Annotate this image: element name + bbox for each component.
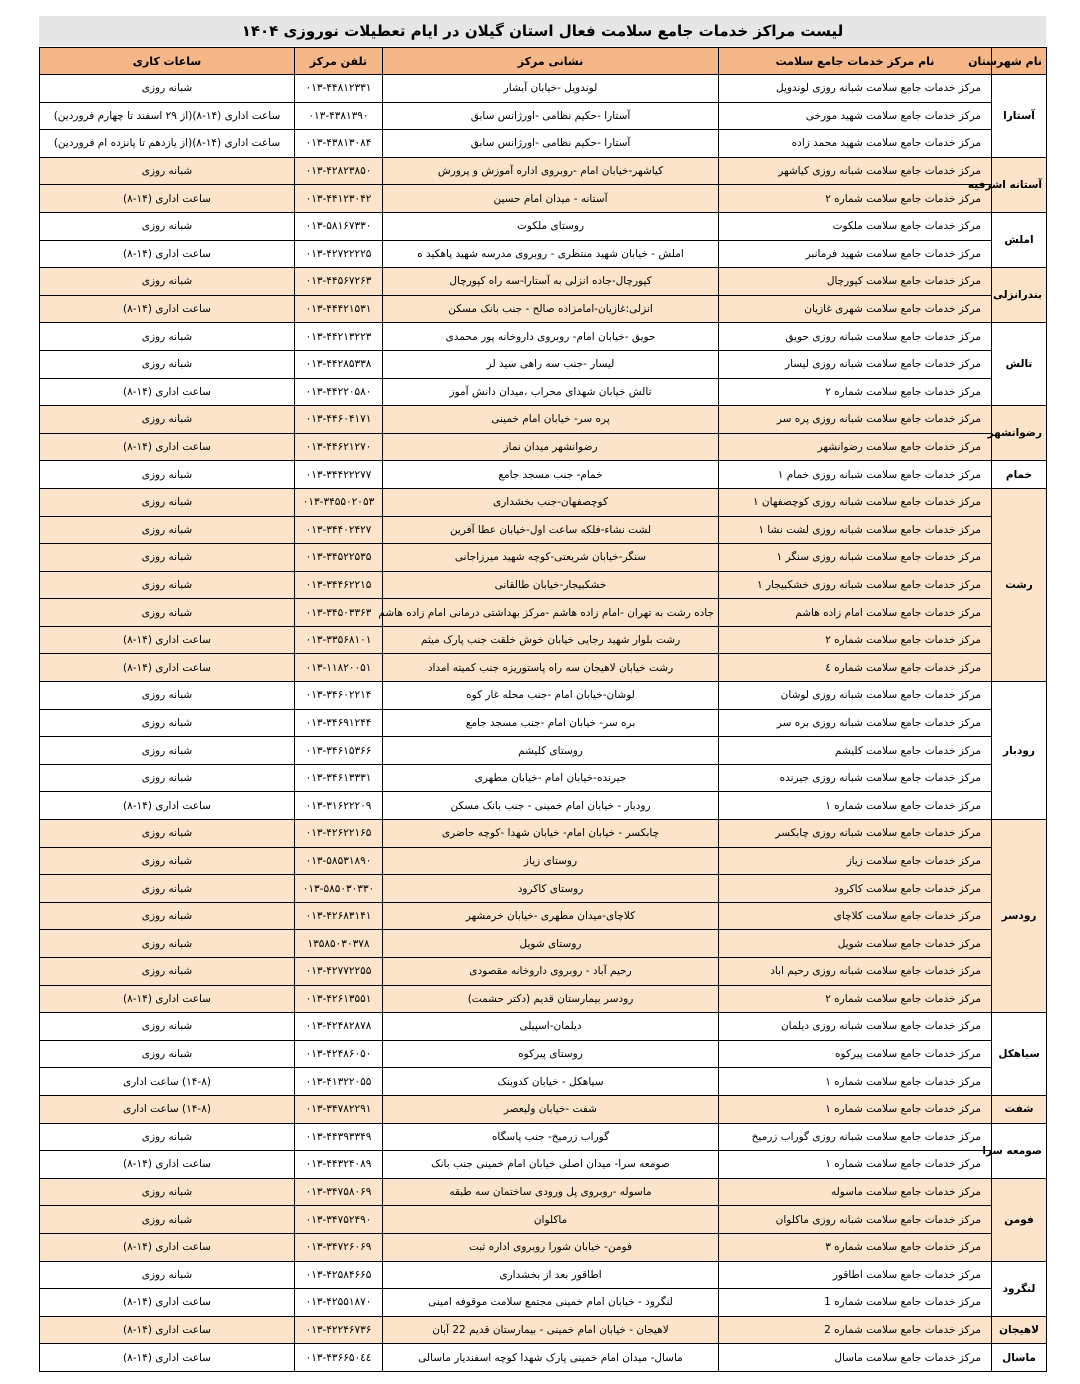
center-cell: مرکز خدمات جامع سلامت شهید محمد زاده [719, 130, 992, 158]
phone-cell: ۰۱۳-۳۴۴۰۲۴۲۷ [295, 516, 383, 544]
table-row [40, 130, 1047, 158]
center-cell: مرکز خدمات جامع سلامت شماره ۲ [719, 985, 992, 1013]
address-cell: روستای کاکرود [383, 875, 719, 903]
hours-cell: شبانه روزی [40, 902, 295, 930]
center-cell: مرکز خدمات جامع سلامت شبانه روزی پره سر [719, 406, 992, 434]
hours-cell: ساعت اداری (۱۴-۸) [40, 626, 295, 654]
table-row [40, 75, 1047, 103]
table-row [40, 1316, 1047, 1344]
center-cell: مرکز خدمات جامع سلامت شویل [719, 930, 992, 958]
center-cell: مرکز خدمات جامع سلامت ملکوت [719, 212, 992, 240]
hours-cell: شبانه روزی [40, 1206, 295, 1234]
hours-cell: (۱۴-۸) ساعت اداری [40, 1068, 295, 1096]
document-page [39, 16, 1046, 1372]
phone-cell: ۰۱۳-۳۴۴۶۲۲۱۵ [295, 571, 383, 599]
center-cell: مرکز خدمات جامع سلامت شهید مورخی [719, 102, 992, 130]
page-title: لیست مراکز خدمات جامع سلامت فعال استان گیلان در ایام تعطیلات نوروزی ۱۴۰۴ [39, 16, 1046, 46]
address-cell: انزلی:غازیان-امامزاده صالح - جنب بانک مسکن [383, 295, 719, 323]
center-cell: مرکز خدمات جامع سلامت رضوانشهر [719, 433, 992, 461]
table-row [40, 1040, 1047, 1068]
phone-cell: ۰۱۳-۳۴۵۰۳۳۶۳ [295, 599, 383, 627]
table-row [40, 626, 1047, 654]
hours-cell: شبانه روزی [40, 350, 295, 378]
hours-cell: ساعت اداری (۱۴-۸)(از یازدهم تا پانزده ام فروردین) [40, 130, 295, 158]
hours-cell: شبانه روزی [40, 847, 295, 875]
phone-cell: ۰۱۳-۴۴۶۲۱۲۷۰ [295, 433, 383, 461]
hours-cell: شبانه روزی [40, 875, 295, 903]
hours-cell: شبانه روزی [40, 212, 295, 240]
table-row [40, 1068, 1047, 1096]
city-cell: لاهیجان [992, 1316, 1047, 1344]
hours-cell: شبانه روزی [40, 1040, 295, 1068]
table-row [40, 212, 1047, 240]
table-row [40, 764, 1047, 792]
phone-cell: ۰۱۳-۳۴۴۲۲۲۷۷ [295, 461, 383, 489]
address-cell: رضوانشهر میدان نماز [383, 433, 719, 461]
center-cell: مرکز خدمات جامع سلامت شماره ۲ [719, 626, 992, 654]
center-cell: مرکز خدمات جامع سلامت شبانه روزی خمام ۱ [719, 461, 992, 489]
phone-cell: ۰۱۳-۴۲۲۴۶۷۳۶ [295, 1316, 383, 1344]
center-cell: مرکز خدمات جامع سلامت اطاقور [719, 1261, 992, 1289]
hours-cell: ساعت اداری (۱۴-۸) [40, 985, 295, 1013]
table-row [40, 654, 1047, 682]
center-cell: مرکز خدمات جامع سلامت شبانه روزی خشکبیجار ۱ [719, 571, 992, 599]
phone-cell: ۰۱۳-۳۳۵۶۸۱۰۱ [295, 626, 383, 654]
hours-cell: شبانه روزی [40, 461, 295, 489]
city-cell: سیاهکل [992, 1013, 1047, 1096]
address-cell: رحیم آباد - روبروی داروخانه مقصودی [383, 958, 719, 986]
address-cell: خشکبیجار-خیابان طالقانی [383, 571, 719, 599]
table-row [40, 985, 1047, 1013]
address-cell: روستای کلیشم [383, 737, 719, 765]
table-row [40, 1261, 1047, 1289]
phone-cell: ۰۱۳-۳۴۷۸۲۲۹۱ [295, 1095, 383, 1123]
phone-cell: ۰۱۳-۴۳۸۱۳۰۸۴ [295, 130, 383, 158]
city-cell: آستارا [992, 75, 1047, 158]
phone-cell: ۰۱۳-۴۳۸۱۳۹۰ [295, 102, 383, 130]
table-row [40, 709, 1047, 737]
table-row [40, 1178, 1047, 1206]
phone-cell: ۰۱۳-۳۴۷۵۲۴۹۰ [295, 1206, 383, 1234]
center-cell: مرکز خدمات جامع سلامت کپورچال [719, 268, 992, 296]
table-row [40, 1013, 1047, 1041]
city-cell: صومعه سرا [992, 1123, 1047, 1178]
center-cell: مرکز خدمات جامع سلامت ماسال [719, 1344, 992, 1372]
table-row [40, 433, 1047, 461]
address-cell: شفت -خیابان ولیعصر [383, 1095, 719, 1123]
hours-cell: شبانه روزی [40, 599, 295, 627]
hours-cell: شبانه روزی [40, 737, 295, 765]
address-cell: روستای زیاز [383, 847, 719, 875]
address-cell: سنگر-خیابان شریعتی-کوچه شهید میرزاجانی [383, 544, 719, 572]
address-cell: آستانه - میدان امام حسین [383, 185, 719, 213]
center-cell: مرکز خدمات جامع سلامت شماره ٤ [719, 654, 992, 682]
address-cell: پره سر- خیابان امام خمینی [383, 406, 719, 434]
center-cell: مرکز خدمات جامع سلامت شبانه روزی رحیم اباد [719, 958, 992, 986]
address-cell: لوشان-خیابان امام -جنب محله غار کوه [383, 682, 719, 710]
hours-cell: شبانه روزی [40, 488, 295, 516]
hours-cell: شبانه روزی [40, 571, 295, 599]
phone-cell: ۰۱۳-۴۱۳۲۲۰۵۵ [295, 1068, 383, 1096]
address-cell: آستارا -حکیم نظامی -اورژانس سابق [383, 130, 719, 158]
center-cell: مرکز خدمات جامع سلامت شبانه روزی کیاشهر [719, 157, 992, 185]
hours-cell: شبانه روزی [40, 764, 295, 792]
phone-cell: ۰۱۳-۳۴۶۰۲۲۱۴ [295, 682, 383, 710]
city-cell: رودسر [992, 820, 1047, 1013]
header-phone: تلفن مرکز [295, 48, 383, 75]
address-cell: بره سر- خیابان امام -جنب مسجد جامع [383, 709, 719, 737]
hours-cell: ساعت اداری (۱۴-۸) [40, 295, 295, 323]
hours-cell: شبانه روزی [40, 75, 295, 103]
address-cell: ماکلوان [383, 1206, 719, 1234]
city-cell: خمام [992, 461, 1047, 489]
address-cell: جیرنده-خیابان امام -خیابان مطهری [383, 764, 719, 792]
city-cell: تالش [992, 323, 1047, 406]
address-cell: جاده رشت به تهران -امام زاده هاشم -مرکز بهداشتی درمانی امام زاده هاشم [383, 599, 719, 627]
center-cell: مرکز خدمات جامع سلامت شبانه روزی لوندویل [719, 75, 992, 103]
address-cell: روستای پیرکوه [383, 1040, 719, 1068]
table-row [40, 1206, 1047, 1234]
center-cell: مرکز خدمات جامع سلامت ماسوله [719, 1178, 992, 1206]
table-row [40, 1344, 1047, 1372]
address-cell: حویق -خیابان امام- روبروی داروخانه پور محمدی [383, 323, 719, 351]
phone-cell: ۰۱۳-۴۳۶۶۵۰٤٤ [295, 1344, 383, 1372]
phone-cell: ۰۱۳-۵۸۵۳۱۸۹۰ [295, 847, 383, 875]
table-row [40, 1289, 1047, 1317]
table-row [40, 820, 1047, 848]
phone-cell: ۰۱۳-۴۴۲۱۳۲۲۳ [295, 323, 383, 351]
center-cell: مرکز خدمات جامع سلامت شماره ۱ [719, 792, 992, 820]
city-cell: آستانه اشرفیه [992, 157, 1047, 212]
address-cell: اطاقور بعد از بخشداری [383, 1261, 719, 1289]
table-row [40, 682, 1047, 710]
table-row [40, 1151, 1047, 1179]
address-cell: گوراب زرمیخ- جنب پاسگاه [383, 1123, 719, 1151]
address-cell: کوچصفهان-جنب بخشداری [383, 488, 719, 516]
hours-cell: ساعت اداری (۱۴-۸) [40, 1344, 295, 1372]
address-cell: صومعه سرا- میدان اصلی خیابان امام خمینی جنب بانک [383, 1151, 719, 1179]
table-row [40, 930, 1047, 958]
address-cell: املش - خیابان شهید منتظری - روبروی مدرسه شهید پاهکید ه [383, 240, 719, 268]
phone-cell: ۰۱۳-۴۲۴۸۲۸۷۸ [295, 1013, 383, 1041]
phone-cell: ۰۱۳-۴۲۷۷۲۲۵۵ [295, 958, 383, 986]
address-cell: خمام- جنب مسجد جامع [383, 461, 719, 489]
center-cell: مرکز خدمات جامع سلامت شبانه روزی لیسار [719, 350, 992, 378]
phone-cell: ۰۱۳-۴۲۶۲۲۱۶۵ [295, 820, 383, 848]
center-cell: مرکز خدمات جامع سلامت شبانه روزی لشت نشا ۱ [719, 516, 992, 544]
address-cell: سیاهکل - خیابان کدوبنک [383, 1068, 719, 1096]
table-row [40, 516, 1047, 544]
phone-cell: ۰۱۳-۴۲۵۵۱۸۷۰ [295, 1289, 383, 1317]
table-row [40, 461, 1047, 489]
hours-cell: ساعت اداری (۱۴-۸) [40, 1233, 295, 1261]
phone-cell: ۰۱۳-۴۴۲۸۵۳۳۸ [295, 350, 383, 378]
table-body [40, 75, 1047, 1372]
hours-cell: شبانه روزی [40, 406, 295, 434]
phone-cell: ۰۱۳-۴۴۸۱۲۳۳۱ [295, 75, 383, 103]
center-cell: مرکز خدمات جامع سلامت شبانه روزی ماکلوان [719, 1206, 992, 1234]
phone-cell: ۰۱۳-۳۴۷۲۶۰۶۹ [295, 1233, 383, 1261]
table-row [40, 185, 1047, 213]
table-row [40, 268, 1047, 296]
center-cell: مرکز خدمات جامع سلامت شبانه روزی کوچصفهان ۱ [719, 488, 992, 516]
city-cell: لنگرود [992, 1261, 1047, 1316]
address-cell: ماسال- میدان امام خمینی پارک شهدا کوچه اسفندیار ماسالی [383, 1344, 719, 1372]
phone-cell: ۰۱۳-۳۴۵۵۰۲۰۵۳ [295, 488, 383, 516]
city-cell: رضوانشهر [992, 406, 1047, 461]
address-cell: رشت بلوار شهید رجایی خیابان خوش خلقت جنب پارک میثم [383, 626, 719, 654]
city-cell: املش [992, 212, 1047, 267]
phone-cell: ۰۱۳-۳۴۷۵۸۰۶۹ [295, 1178, 383, 1206]
header-city: نام شهرستان [992, 48, 1047, 75]
phone-cell: ۰۱۳-۱۱۸۲۰۰۵۱ [295, 654, 383, 682]
table-row [40, 958, 1047, 986]
table-row [40, 1095, 1047, 1123]
phone-cell: ۰۱۳-۳۱۶۲۲۲۰۹ [295, 792, 383, 820]
city-cell: ماسال [992, 1344, 1047, 1372]
phone-cell: ۰۱۳-۴۲۶۸۳۱۴۱ [295, 902, 383, 930]
address-cell: آستارا -حکیم نظامی -اورژانس سابق [383, 102, 719, 130]
header-hours: ساعات کاری [40, 48, 295, 75]
city-cell: شفت [992, 1095, 1047, 1123]
hours-cell: شبانه روزی [40, 1261, 295, 1289]
hours-cell: ساعت اداری (۱۴-۸) [40, 185, 295, 213]
header-address: نشانی مرکز [383, 48, 719, 75]
address-cell: روستای شویل [383, 930, 719, 958]
center-cell: مرکز خدمات جامع سلامت امام زاده هاشم [719, 599, 992, 627]
address-cell: چابکسر - خیابان امام- خیابان شهدا -کوچه حاضری [383, 820, 719, 848]
hours-cell: شبانه روزی [40, 516, 295, 544]
city-cell: فومن [992, 1178, 1047, 1261]
phone-cell: ۰۱۳-۴۲۶۱۳۵۵۱ [295, 985, 383, 1013]
center-cell: مرکز خدمات جامع سلامت شماره ۲ [719, 185, 992, 213]
center-cell: مرکز خدمات جامع سلامت شبانه روزی بره سر [719, 709, 992, 737]
hours-cell: (۱۴-۸) ساعت اداری [40, 1095, 295, 1123]
phone-cell: ۰۱۳-۳۴۶۹۱۲۴۴ [295, 709, 383, 737]
table-row [40, 157, 1047, 185]
hours-cell: شبانه روزی [40, 268, 295, 296]
center-cell: مرکز خدمات جامع سلامت کلاچای [719, 902, 992, 930]
address-cell: کیاشهر-خیابان امام -روبروی اداره آموزش و پرورش [383, 157, 719, 185]
table-row [40, 875, 1047, 903]
table-row [40, 350, 1047, 378]
address-cell: تالش خیابان شهدای محراب ،میدان دانش آموز [383, 378, 719, 406]
header-row [40, 48, 1047, 75]
table-row [40, 102, 1047, 130]
health-centers-table [39, 47, 1047, 1372]
center-cell: مرکز خدمات جامع سلامت شبانه روزی دیلمان [719, 1013, 992, 1041]
hours-cell: شبانه روزی [40, 1178, 295, 1206]
address-cell: رودسر بیمارستان قدیم (دکتر حشمت) [383, 985, 719, 1013]
hours-cell: ساعت اداری (۱۴-۸) [40, 1151, 295, 1179]
table-row [40, 240, 1047, 268]
table-row [40, 323, 1047, 351]
city-cell: رشت [992, 488, 1047, 681]
table-row [40, 792, 1047, 820]
center-cell: مرکز خدمات جامع سلامت شهری غازیان [719, 295, 992, 323]
center-cell: مرکز خدمات جامع سلامت شهید فرمانبر [719, 240, 992, 268]
center-cell: مرکز خدمات جامع سلامت شماره ۱ [719, 1095, 992, 1123]
table-row [40, 544, 1047, 572]
address-cell: روستای ملکوت [383, 212, 719, 240]
phone-cell: ۰۱۳-۴۴۶۰۴۱۷۱ [295, 406, 383, 434]
address-cell: رودبار - خیابان امام خمینی - جنب بانک مسکن [383, 792, 719, 820]
hours-cell: شبانه روزی [40, 682, 295, 710]
center-cell: مرکز خدمات جامع سلامت شبانه روزی جیرنده [719, 764, 992, 792]
center-cell: مرکز خدمات جامع سلامت شبانه روزی گوراب زرمیخ [719, 1123, 992, 1151]
hours-cell: ساعت اداری (۱۴-۸) [40, 1289, 295, 1317]
hours-cell: ساعت اداری (۱۴-۸) [40, 792, 295, 820]
center-cell: مرکز خدمات جامع سلامت شبانه روزی چابکسر [719, 820, 992, 848]
hours-cell: ساعت اداری (۱۴-۸) [40, 1316, 295, 1344]
address-cell: کلاچای-میدان مطهری -خیابان خرمشهر [383, 902, 719, 930]
address-cell: کپورچال-جاده انزلی به آستارا-سه راه کپورچال [383, 268, 719, 296]
hours-cell: شبانه روزی [40, 930, 295, 958]
phone-cell: ۱۳۵۸۵۰۳۰۳۷۸ [295, 930, 383, 958]
center-cell: مرکز خدمات جامع سلامت شماره 2 [719, 1316, 992, 1344]
phone-cell: ۰۱۳-۳۴۶۱۳۳۳۱ [295, 764, 383, 792]
table-row [40, 599, 1047, 627]
hours-cell: ساعت اداری (۱۴-۸) [40, 240, 295, 268]
center-cell: مرکز خدمات جامع سلامت شماره ۱ [719, 1068, 992, 1096]
phone-cell: ۰۱۳-۴۴۴۲۱۵۳۱ [295, 295, 383, 323]
phone-cell: ۰۱۳-۴۲۴۸۶۰۵۰ [295, 1040, 383, 1068]
phone-cell: ۰۱۳-۳۴۶۱۵۳۶۶ [295, 737, 383, 765]
table-row [40, 737, 1047, 765]
hours-cell: شبانه روزی [40, 157, 295, 185]
address-cell: لوندویل -خیابان آبشار [383, 75, 719, 103]
table-row [40, 571, 1047, 599]
hours-cell: شبانه روزی [40, 820, 295, 848]
table-row [40, 902, 1047, 930]
phone-cell: ۰۱۳-۴۴۱۲۳۰۴۲ [295, 185, 383, 213]
center-cell: مرکز خدمات جامع سلامت شبانه روزی لوشان [719, 682, 992, 710]
hours-cell: ساعت اداری (۱۴-۸) [40, 654, 295, 682]
center-cell: مرکز خدمات جامع سلامت کاکرود [719, 875, 992, 903]
hours-cell: شبانه روزی [40, 544, 295, 572]
table-row [40, 847, 1047, 875]
center-cell: مرکز خدمات جامع سلامت پیرکوه [719, 1040, 992, 1068]
hours-cell: ساعت اداری (۱۴-۸) [40, 378, 295, 406]
center-cell: مرکز خدمات جامع سلامت زیاز [719, 847, 992, 875]
address-cell: لاهیجان - خیابان امام خمینی - بیمارستان قدیم 22 آبان [383, 1316, 719, 1344]
phone-cell: ۰۱۳-۴۲۵۸۴۶۶۵ [295, 1261, 383, 1289]
address-cell: لیسار -جنب سه راهی سید لر [383, 350, 719, 378]
table-row [40, 378, 1047, 406]
table-row [40, 1123, 1047, 1151]
hours-cell: شبانه روزی [40, 958, 295, 986]
center-cell: مرکز خدمات جامع سلامت شماره 1 [719, 1289, 992, 1317]
center-cell: مرکز خدمات جامع سلامت شماره ۳ [719, 1233, 992, 1261]
phone-cell: ۰۱۳-۴۲۸۲۳۸۵۰ [295, 157, 383, 185]
table-row [40, 406, 1047, 434]
phone-cell: ۰۱۳-۵۸۵۰۳۰۳۳۰ [295, 875, 383, 903]
center-cell: مرکز خدمات جامع سلامت شماره ۱ [719, 1151, 992, 1179]
phone-cell: ۰۱۳-۴۴۵۶۷۲۶۳ [295, 268, 383, 296]
address-cell: لشت نشاء-فلکه ساعت اول-خیابان عطا آفرین [383, 516, 719, 544]
address-cell: دیلمان-اسپیلی [383, 1013, 719, 1041]
hours-cell: ساعت اداری (۱۴-۸)(از ۲۹ اسفند تا چهارم فروردین) [40, 102, 295, 130]
address-cell: رشت خیابان لاهیجان سه راه پاستوریزه جنب کمیته امداد [383, 654, 719, 682]
hours-cell: شبانه روزی [40, 1013, 295, 1041]
hours-cell: شبانه روزی [40, 709, 295, 737]
phone-cell: ۰۱۳-۴۴۲۲۰۵۸۰ [295, 378, 383, 406]
center-cell: مرکز خدمات جامع سلامت کلیشم [719, 737, 992, 765]
city-cell: بندرانزلی [992, 268, 1047, 323]
phone-cell: ۰۱۳-۳۴۵۲۲۵۳۵ [295, 544, 383, 572]
hours-cell: ساعت اداری (۱۴-۸) [40, 433, 295, 461]
center-cell: مرکز خدمات جامع سلامت شماره ۲ [719, 378, 992, 406]
table-row [40, 488, 1047, 516]
address-cell: لنگرود - خیابان امام خمینی مجتمع سلامت موقوفه امینی [383, 1289, 719, 1317]
phone-cell: ۰۱۳-۴۲۷۲۲۲۲۵ [295, 240, 383, 268]
hours-cell: شبانه روزی [40, 1123, 295, 1151]
center-cell: مرکز خدمات جامع سلامت شبانه روزی سنگر ۱ [719, 544, 992, 572]
city-cell: رودبار [992, 682, 1047, 820]
address-cell: ماسوله -روبروی پل ورودی ساختمان سه طبقه [383, 1178, 719, 1206]
table-row [40, 1233, 1047, 1261]
table-row [40, 295, 1047, 323]
hours-cell: شبانه روزی [40, 323, 295, 351]
address-cell: فومن- خیابان شورا روبروی اداره ثبت [383, 1233, 719, 1261]
header-center: نام مرکز خدمات جامع سلامت [719, 48, 992, 75]
center-cell: مرکز خدمات جامع سلامت شبانه روزی حویق [719, 323, 992, 351]
phone-cell: ۰۱۳-۴۴۳۹۳۳۴۹ [295, 1123, 383, 1151]
phone-cell: ۰۱۳-۴۴۳۲۴۰۸۹ [295, 1151, 383, 1179]
phone-cell: ۰۱۳-۵۸۱۶۷۳۳۰ [295, 212, 383, 240]
